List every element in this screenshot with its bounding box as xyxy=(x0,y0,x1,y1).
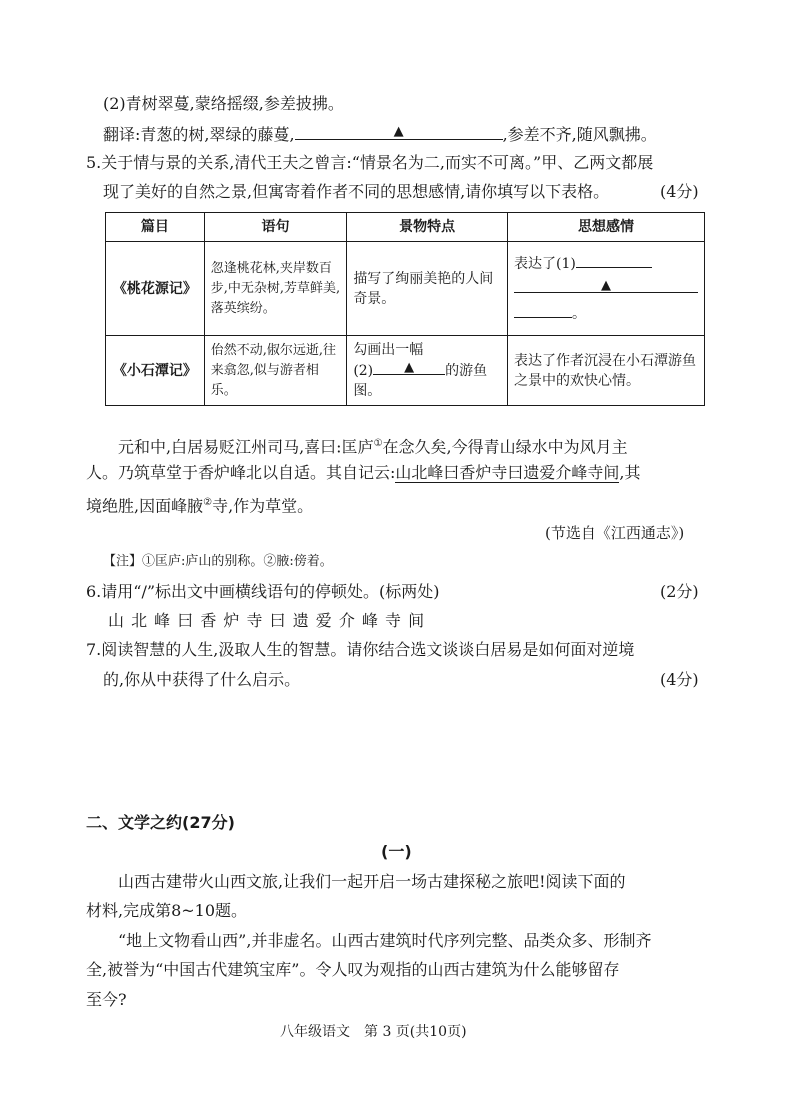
header-feature: 景物特点 xyxy=(347,213,508,242)
passage-notes: 【注】①匡庐:庐山的别称。②腋:傍着。 xyxy=(103,554,333,569)
note-ref-2: ② xyxy=(203,497,213,508)
passage-underlined-sentence: 山北峰曰香炉寺曰遗爱介峰寺间 xyxy=(395,463,620,482)
row1-emotion-blank-b[interactable] xyxy=(514,278,698,293)
row2-feature-blank[interactable] xyxy=(373,360,445,375)
row2-feature-blank-label: (2) xyxy=(353,363,374,379)
row2-feature-pre: 勾画出一幅 xyxy=(353,342,424,358)
passage-line3 xyxy=(86,493,313,516)
passage-line2-pre: 人。乃筑草堂于香炉峰北以自适。其自记云: xyxy=(86,463,396,482)
section2-sub: (一) xyxy=(381,842,412,861)
q6-sentence[interactable]: 山 北 峰 曰 香 炉 寺 曰 遗 爱 介 峰 寺 间 xyxy=(108,611,426,630)
row2-feature xyxy=(347,336,508,406)
q6-prompt: 6.请用“/”标出文中画横线语句的停顿处。(标两处) xyxy=(86,582,440,601)
blank-mark-icon: ▲ xyxy=(600,278,611,293)
row2-title: 《小石潭记》 xyxy=(106,336,205,406)
row2-sentence: 佁然不动,俶尔远逝,往来翕忽,似与游者相乐。 xyxy=(204,336,347,406)
passage-source: (节选自《江西通志》) xyxy=(545,524,685,542)
q4-item2: (2)青树翠蔓,蒙络摇缀,参差披拂。 xyxy=(103,94,344,113)
q7-prompt-line1: 7.阅读智慧的人生,汲取人生的智慧。请你结合选文谈谈白居易是如何面对逆境 xyxy=(86,640,635,659)
passage-line3-pre: 境绝胜,因面峰腋 xyxy=(86,496,204,516)
row1-emotion-pre: 表达了(1) xyxy=(513,256,576,272)
q5-table xyxy=(105,212,705,406)
row1-sentence: 忽逢桃花林,夹岸数百步,中无杂树,芳草鲜美,落英缤纷。 xyxy=(204,242,347,336)
row1-emotion-post: 。 xyxy=(571,306,586,322)
passage-line2-post: ,其 xyxy=(619,463,641,482)
row2-emotion: 表达了作者沉浸在小石潭游鱼之景中的欢快心情。 xyxy=(507,336,704,406)
row1-emotion-blank-a[interactable] xyxy=(576,253,652,268)
q4-translation-post: ,参差不齐,随风飘拂。 xyxy=(502,125,657,144)
passage-line3-post: 寺,作为草堂。 xyxy=(212,496,314,516)
passage-line1-rest: 在念久矣,今得青山绿水中为风月主 xyxy=(382,437,628,457)
section2-p1-line2: 材料,完成第8~10题。 xyxy=(86,901,248,920)
table-row xyxy=(106,336,705,406)
q5-prompt-line2: 现了美好的自然之景,但寓寄着作者不同的思想感情,请你填写以下表格。 xyxy=(103,182,610,201)
header-sentence: 语句 xyxy=(204,213,347,242)
table-row xyxy=(106,242,705,336)
passage-line1-text: 元和中,白居易贬江州司马,喜曰:匡庐 xyxy=(118,437,374,457)
q4-answer-blank[interactable] xyxy=(295,124,503,140)
q6-score: (2分) xyxy=(660,582,699,601)
blank-mark-icon: ▲ xyxy=(404,360,415,375)
section2-p1-line1: 山西古建带火山西文旅,让我们一起开启一场古建探秘之旅吧!阅读下面的 xyxy=(118,872,626,891)
note-ref-1: ① xyxy=(373,438,383,449)
table-header-row xyxy=(106,213,705,242)
row1-emotion xyxy=(507,242,704,336)
q7-score: (4分) xyxy=(660,670,699,689)
section2-p2-line2: 全,被誉为“中国古代建筑宝库”。令人叹为观指的山西古建筑为什么能够留存 xyxy=(86,960,620,979)
section2-p2-line1: “地上文物看山西”,并非虚名。山西古建筑时代序列完整、品类众多、形制齐 xyxy=(118,931,652,950)
blank-mark-icon: ▲ xyxy=(393,124,404,139)
q4-translation xyxy=(103,124,657,145)
row2-feature-post: 的游鱼图。 xyxy=(353,363,488,399)
section2-p2-line3: 至今? xyxy=(86,990,127,1009)
header-emotion: 思想感情 xyxy=(507,213,704,242)
passage-line1 xyxy=(118,434,628,457)
q5-prompt-line1: 5.关于情与景的关系,清代王夫之曾言:“情景名为二,而实不可离。”甲、乙两文都展 xyxy=(86,153,654,172)
q4-translation-pre: 翻译:青葱的树,翠绿的藤蔓, xyxy=(103,125,295,144)
page-footer: 八年级语文 第 3 页(共10页) xyxy=(280,1024,467,1040)
section2-title: 二、文学之约(27分) xyxy=(86,813,235,832)
row1-emotion-blank-c[interactable] xyxy=(514,303,572,318)
q5-score: (4分) xyxy=(660,182,699,201)
passage-line2 xyxy=(86,463,641,483)
header-title: 篇目 xyxy=(106,213,205,242)
row1-feature: 描写了绚丽美艳的人间奇景。 xyxy=(347,242,508,336)
q7-prompt-line2: 的,你从中获得了什么启示。 xyxy=(103,670,301,689)
row1-title: 《桃花源记》 xyxy=(106,242,205,336)
